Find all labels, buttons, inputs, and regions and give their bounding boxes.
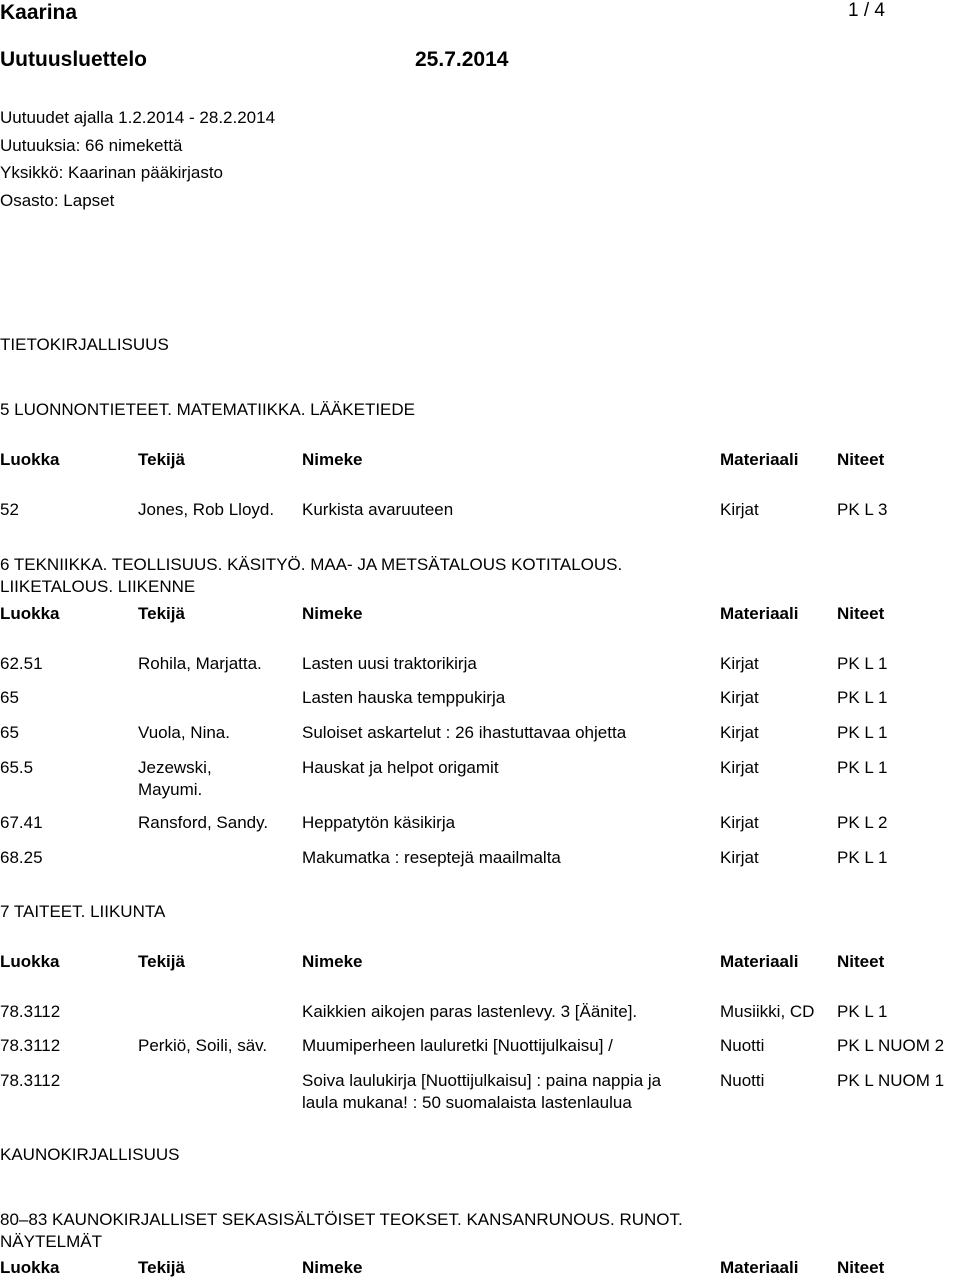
cell-luokka: 68.25 [0,848,43,867]
cell-materiaali: Kirjat [720,500,759,519]
cell-niteet: PK L 2 [837,813,888,832]
cell-nimeke: Lasten uusi traktorikirja [302,654,477,673]
cell-niteet: PK L NUOM 1 [837,1071,945,1090]
col-luokka: Luokka [0,952,60,971]
cell-luokka: 52 [0,500,19,519]
page-number: 1 / 4 [848,0,885,21]
cell-niteet: PK L 1 [837,758,888,777]
cell-materiaali: Kirjat [720,723,759,742]
unit-label: Yksikkö: Kaarinan pääkirjasto [0,163,224,182]
cell-tekija: Rohila, Marjatta. [138,654,262,673]
cell-luokka: 65 [0,723,19,742]
cell-materiaali: Kirjat [720,848,759,867]
cell-niteet: PK L 1 [837,654,888,673]
cell-niteet: PK L 1 [837,688,888,707]
cell-nimeke: Suloiset askartelut : 26 ihastuttavaa ohjetta [302,723,627,742]
col-tekija: Tekijä [138,450,185,469]
col-tekija: Tekijä [138,604,185,623]
date-range: Uutuudet ajalla 1.2.2014 - 28.2.2014 [0,108,276,127]
cell-luokka: 62.51 [0,654,43,673]
department-label: Osasto: Lapset [0,191,115,210]
cell-nimeke: Kurkista avaruuteen [302,500,454,519]
cell-nimeke-cont: laula mukana! : 50 suomalaista lastenlaulua [302,1093,632,1112]
cell-nimeke: Kaikkien aikojen paras lastenlevy. 3 [Äänite]. [302,1002,638,1021]
col-materiaali: Materiaali [720,450,799,469]
cell-nimeke: Lasten hauska temppukirja [302,688,506,707]
cell-tekija-cont: Mayumi. [138,780,203,799]
cell-materiaali: Kirjat [720,758,759,777]
col-luokka: Luokka [0,604,60,623]
report-date: 25.7.2014 [415,48,509,71]
cell-niteet: PK L 1 [837,848,888,867]
cell-materiaali: Nuotti [720,1071,765,1090]
main-section-nonfiction: TIETOKIRJALLISUUS [0,335,169,354]
main-section-fiction: KAUNOKIRJALLISUUS [0,1145,180,1164]
cell-materiaali: Nuotti [720,1036,765,1055]
section-title: 7 TAITEET. LIIKUNTA [0,902,166,921]
cell-niteet: PK L 3 [837,500,888,519]
cell-luokka: 65.5 [0,758,34,777]
cell-tekija: Jezewski, [138,758,212,777]
cell-materiaali: Kirjat [720,688,759,707]
col-niteet: Niteet [837,604,885,623]
cell-materiaali: Kirjat [720,654,759,673]
col-materiaali: Materiaali [720,604,799,623]
col-niteet: Niteet [837,1258,885,1277]
cell-nimeke: Soiva laulukirja [Nuottijulkaisu] : paina nappia ja [302,1071,662,1090]
col-nimeke: Nimeke [302,952,363,971]
col-materiaali: Materiaali [720,1258,799,1277]
cell-niteet: PK L NUOM 2 [837,1036,945,1055]
cell-luokka: 78.3112 [0,1071,61,1090]
cell-nimeke: Muumiperheen lauluretki [Nuottijulkaisu] / [302,1036,613,1055]
col-tekija: Tekijä [138,1258,185,1277]
col-nimeke: Nimeke [302,1258,363,1277]
cell-tekija: Perkiö, Soili, säv. [138,1036,268,1055]
section-title-cont: LIIKETALOUS. LIIKENNE [0,577,196,596]
cell-luokka: 78.3112 [0,1036,61,1055]
col-nimeke: Nimeke [302,450,363,469]
col-tekija: Tekijä [138,952,185,971]
cell-luokka: 67.41 [0,813,43,832]
cell-niteet: PK L 1 [837,1002,888,1021]
cell-tekija: Vuola, Nina. [138,723,230,742]
page-title: Uutuusluettelo [0,48,147,71]
col-niteet: Niteet [837,450,885,469]
section-title: 5 LUONNONTIETEET. MATEMATIIKKA. LÄÄKETIEDE [0,400,416,419]
cell-niteet: PK L 1 [837,723,888,742]
section-title: 6 TEKNIIKKA. TEOLLISUUS. KÄSITYÖ. MAA- JA METSÄTALOUS KOTITALOUS. [0,555,623,574]
section-title-cont: NÄYTELMÄT [0,1232,103,1251]
cell-nimeke: Makumatka : reseptejä maailmalta [302,848,561,867]
cell-luokka: 78.3112 [0,1002,61,1021]
cell-tekija: Jones, Rob Lloyd. [138,500,275,519]
col-niteet: Niteet [837,952,885,971]
cell-nimeke: Hauskat ja helpot origamit [302,758,499,777]
cell-materiaali: Musiikki, CD [720,1002,815,1021]
col-luokka: Luokka [0,1258,60,1277]
cell-materiaali: Kirjat [720,813,759,832]
cell-nimeke: Heppatytön käsikirja [302,813,456,832]
title-count: Uutuuksia: 66 nimekettä [0,136,183,155]
col-nimeke: Nimeke [302,604,363,623]
cell-luokka: 65 [0,688,19,707]
col-materiaali: Materiaali [720,952,799,971]
section-title: 80–83 KAUNOKIRJALLISET SEKASISÄLTÖISET TEOKSET. KANSANRUNOUS. RUNOT. [0,1210,683,1229]
library-name: Kaarina [0,1,78,24]
cell-tekija: Ransford, Sandy. [138,813,269,832]
col-luokka: Luokka [0,450,60,469]
